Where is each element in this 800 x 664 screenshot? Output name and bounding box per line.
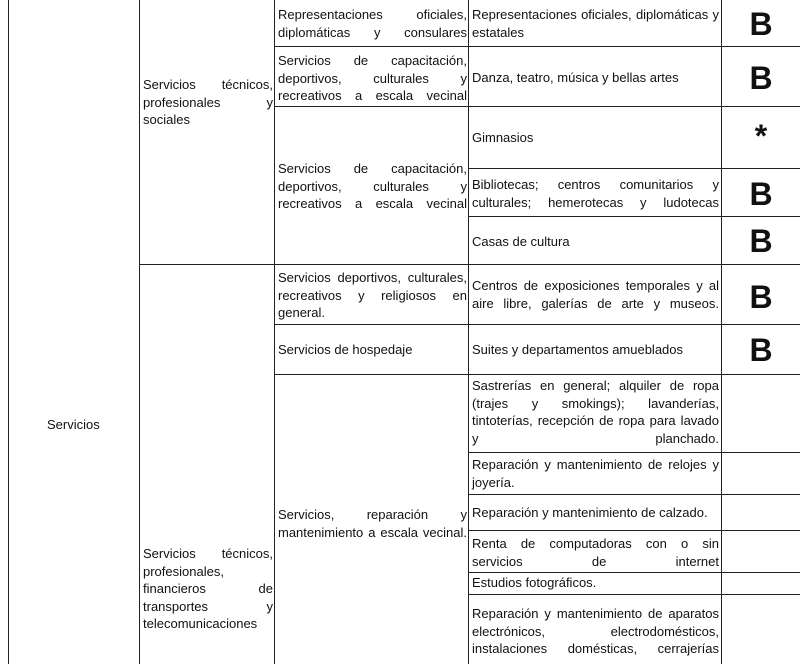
group-label: Servicios técnicos, profesionales y sociales — [143, 77, 273, 127]
use-label: Casas de cultura — [472, 234, 570, 249]
category-label: Servicios — [47, 417, 100, 432]
compatibility-mark: B — [749, 279, 773, 315]
use-label: Centros de exposiciones temporales y al aire libre, galerías de arte y museos. — [472, 278, 719, 311]
grid-line — [468, 452, 800, 453]
grid-line — [468, 0, 469, 664]
compatibility-mark: B — [749, 223, 773, 259]
grid-line — [274, 106, 800, 107]
use-label: Reparación y mantenimiento de calzado. — [472, 505, 708, 520]
subgroup-label: Servicios de capacitación, deportivos, culturales y recreativos a escala vecinal — [278, 161, 467, 211]
grid-line — [468, 572, 800, 573]
subgroup-label: Servicios de hospedaje — [278, 342, 413, 357]
use-label: Gimnasios — [472, 130, 534, 145]
use-label: Suites y departamentos amueblados — [472, 342, 684, 357]
grid-line — [139, 0, 140, 664]
use-label: Reparación y mantenimiento de relojes y joyería. — [472, 457, 719, 490]
grid-line — [468, 168, 800, 169]
compatibility-mark: B — [749, 60, 773, 96]
subgroup-label: Representaciones oficiales, diplomáticas y consulares — [278, 7, 467, 40]
grid-line — [468, 530, 800, 531]
use-label: Reparación y mantenimiento de aparatos electrónicos, electrodomésticos, instalaciones domésticas, cerrajerías — [472, 606, 719, 656]
grid-line — [274, 324, 800, 325]
grid-line — [468, 216, 800, 217]
use-label: Bibliotecas; centros comunitarios y culturales; hemerotecas y ludotecas — [472, 177, 719, 210]
use-label: Sastrerías en general; alquiler de ropa (trajes y smokings); lavanderías, tintoterías, recepción de ropa para lavado y planchado. — [472, 378, 719, 446]
grid-line — [139, 264, 800, 265]
grid-line — [274, 374, 800, 375]
subgroup-label: Servicios de capacitación, deportivos, culturales y recreativos a escala vecinal — [278, 53, 467, 103]
grid-line — [8, 0, 9, 664]
subgroup-label: Servicios, reparación y mantenimiento a escala vecinal. — [278, 507, 467, 540]
compatibility-mark: * — [754, 118, 768, 154]
group-label: Servicios técnicos, profesionales, financieros de transportes y telecomunicaciones — [143, 546, 273, 631]
compatibility-mark: B — [749, 332, 773, 368]
grid-line — [721, 0, 722, 664]
grid-line — [468, 594, 800, 595]
use-label: Renta de computadoras con o sin servicios de internet — [472, 536, 719, 569]
subgroup-label: Servicios deportivos, culturales, recreativos y religiosos en general. — [278, 270, 467, 320]
compatibility-mark: B — [749, 176, 773, 212]
use-label: Representaciones oficiales, diplomáticas y estatales — [472, 7, 719, 40]
use-label: Danza, teatro, música y bellas artes — [472, 70, 679, 85]
grid-line — [468, 494, 800, 495]
compatibility-mark: B — [749, 6, 773, 42]
grid-line — [274, 0, 275, 664]
grid-line — [274, 46, 800, 47]
use-label: Estudios fotográficos. — [472, 575, 597, 590]
